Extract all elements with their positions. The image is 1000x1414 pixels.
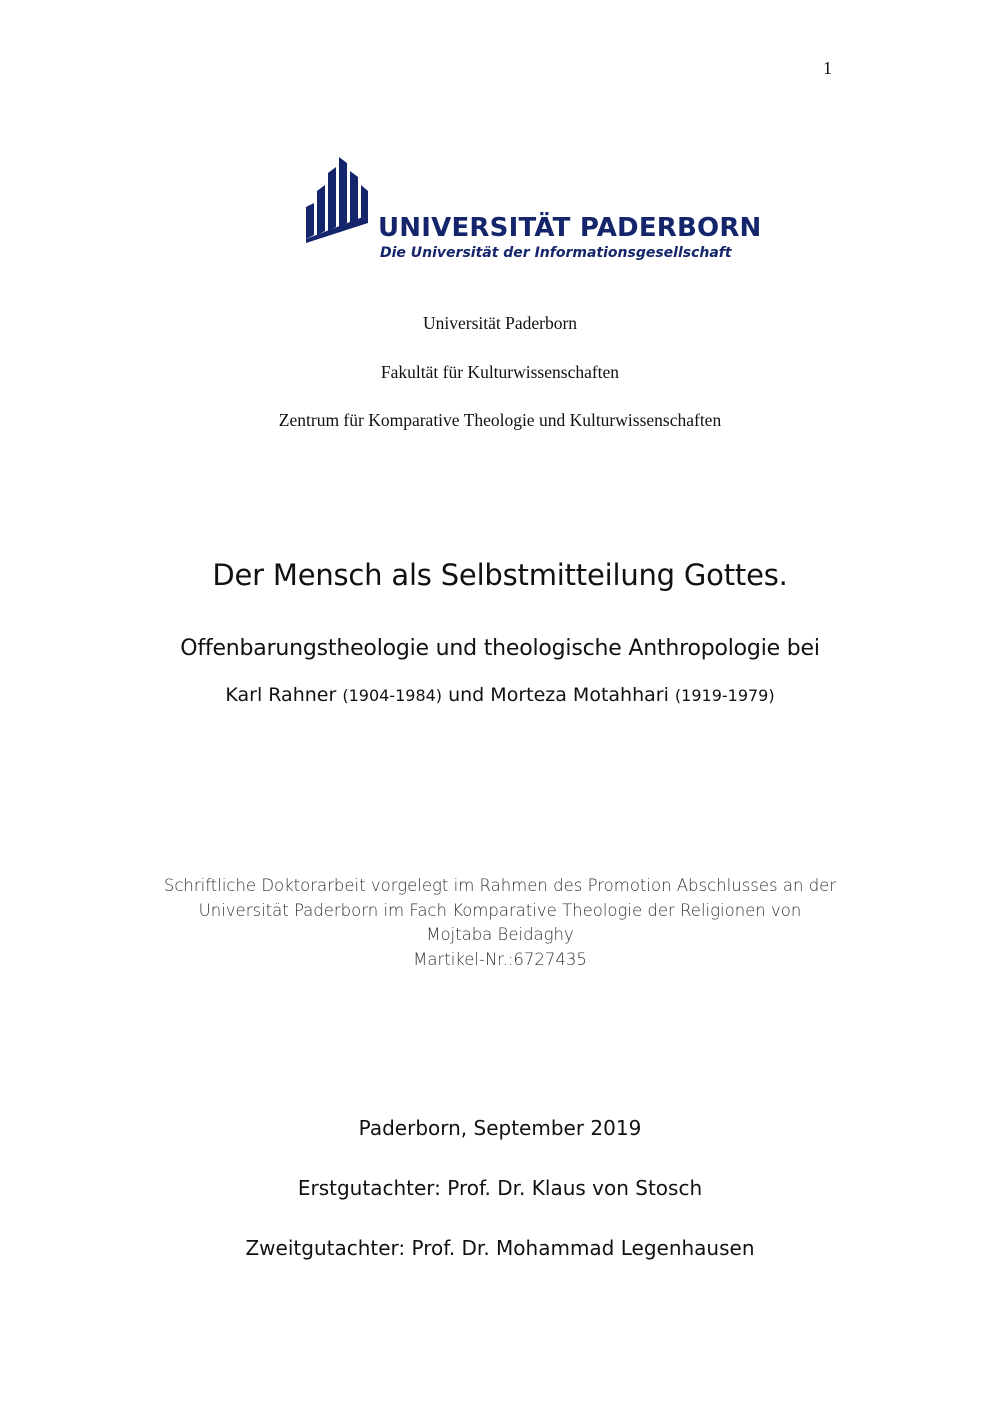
author-rahner-name: Karl Rahner bbox=[225, 684, 337, 706]
second-reviewer: Zweitgutachter: Prof. Dr. Mohammad Legenhausen bbox=[245, 1236, 755, 1260]
university-logo bbox=[306, 157, 762, 267]
description-line: Schriftliche Doktorarbeit vorgelegt im Rahmen des Promotion Abschlusses an der bbox=[163, 876, 837, 895]
author-motahhari-name: Morteza Motahhari bbox=[490, 684, 669, 706]
institution-university: Universität Paderborn bbox=[422, 313, 578, 333]
author-motahhari-years: (1919-1979) bbox=[674, 686, 775, 705]
thesis-authors-line bbox=[0, 684, 1000, 706]
description-line: Universität Paderborn im Fach Komparative Theologie der Religionen von bbox=[198, 901, 802, 920]
author-rahner-years: (1904-1984) bbox=[342, 686, 443, 705]
logo-tagline: Die Universität der Informationsgesellschaft bbox=[380, 245, 732, 261]
institution-center: Zentrum für Komparative Theologie und Kulturwissenschaften bbox=[278, 410, 722, 430]
authors-connector: und bbox=[448, 684, 485, 706]
page-number: 1 bbox=[823, 58, 832, 78]
description-matriculation-number: Martikel-Nr.:6727435 bbox=[413, 950, 587, 969]
thesis-subtitle: Offenbarungstheologie und theologische Anthropologie bei bbox=[180, 636, 820, 661]
description-author-name: Mojtaba Beidaghy bbox=[426, 925, 574, 944]
place-date: Paderborn, September 2019 bbox=[358, 1116, 642, 1140]
thesis-title: Der Mensch als Selbstmitteilung Gottes. bbox=[212, 558, 788, 592]
university-emblem-icon bbox=[306, 157, 370, 243]
institution-faculty: Fakultät für Kulturwissenschaften bbox=[380, 362, 620, 382]
first-reviewer: Erstgutachter: Prof. Dr. Klaus von Stosch bbox=[297, 1176, 703, 1200]
logo-wordmark: UNIVERSITÄT PADERBORN bbox=[378, 213, 762, 243]
